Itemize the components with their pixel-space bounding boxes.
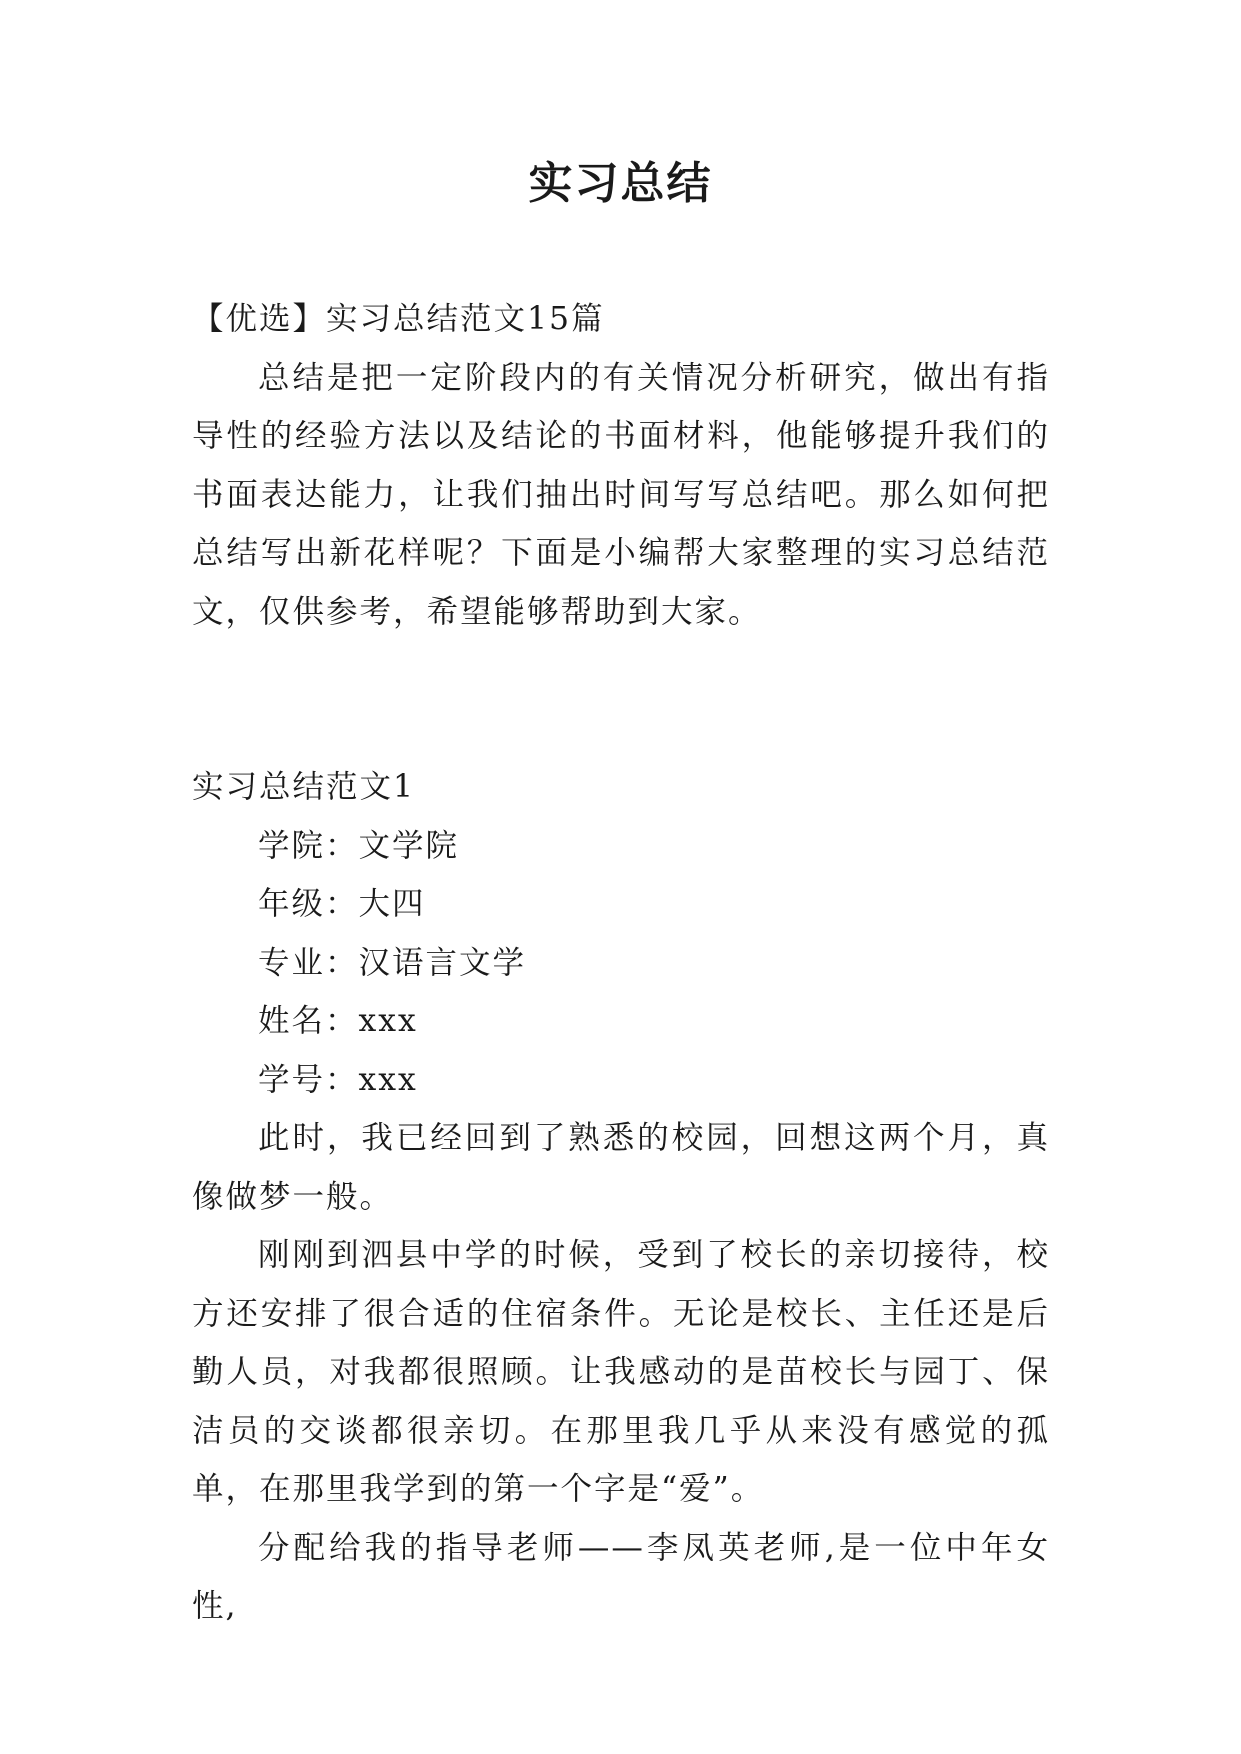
info-college: 学院：文学院: [258, 827, 460, 864]
info-name: 姓名：xxx: [258, 1003, 418, 1039]
body-paragraph: 此时，我已经回到了熟悉的校园，回想这两个月，真像做梦一般。: [192, 1120, 1050, 1215]
body-paragraph: 刚刚到泗县中学的时候，受到了校长的亲切接待，校方还安排了很合适的住宿条件。无论是校长、主任还是后勤人员，对我都很照顾。让我感动的是苗校长与园丁、保洁员的交谈都很亲切。在那里我几乎从来没有感觉的孤单，在那里我学到的第一个字是“爱”。: [192, 1237, 1050, 1507]
info-grade: 年级：大四: [258, 886, 426, 922]
info-student-id: 学号：xxx: [258, 1061, 418, 1098]
document-heading: 【优选】实习总结范文15篇: [192, 301, 605, 337]
intro-paragraph: 总结是把一定阶段内的有关情况分析研究，做出有指导性的经验方法以及结论的书面材料，他能够提升我们的书面表达能力，让我们抽出时间写写总结吧。那么如何把总结写出新花样呢？下面是小编帮大家整理的实习总结范文，仅供参考，希望能够帮助到大家。: [192, 359, 1050, 630]
body-paragraph: 分配给我的指导老师——李凤英老师,是一位中年女性,: [192, 1529, 1050, 1624]
info-major: 专业：汉语言文学: [258, 944, 527, 981]
section-title: 实习总结范文1: [192, 769, 416, 805]
page-title: 实习总结: [528, 158, 713, 209]
section-spacer: [192, 641, 1050, 758]
document-body: [192, 290, 1050, 1636]
